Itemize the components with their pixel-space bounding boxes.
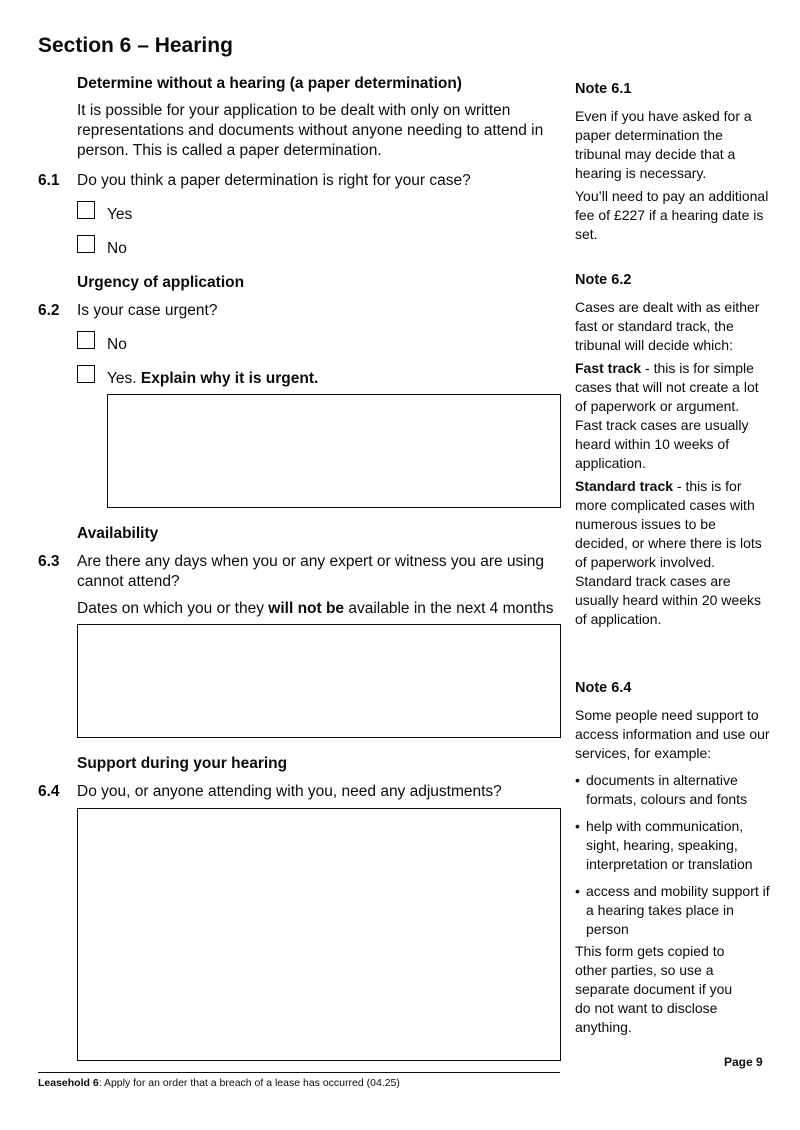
note-6-2-standard-track	[575, 477, 770, 629]
urgent-no-label: No	[107, 336, 127, 353]
note-6-2-title: Note 6.2	[575, 272, 632, 288]
standard-track-label: Standard track	[575, 478, 674, 494]
question-6-2-text: Is your case urgent?	[77, 302, 218, 319]
note-6-4-para-2: This form gets copied to other parties, so use a separate document if you do not want to disclose anything.	[575, 943, 733, 1035]
form-code: Leasehold 6	[38, 1077, 99, 1089]
bullet-text: help with communication, sight, hearing, speaking, interpretation or translation	[586, 818, 753, 872]
question-6-4-text: Do you, or anyone attending with you, need any adjustments?	[77, 783, 502, 800]
note-6-1-para-1: Even if you have asked for a paper determination the tribunal may decide that a hearing is necessary.	[575, 108, 752, 181]
note-6-2-para-1: Cases are dealt with as either fast or standard track, the tribunal will decide which:	[575, 299, 760, 353]
adjustments-field[interactable]	[77, 808, 561, 1061]
paper-yes-checkbox[interactable]	[77, 201, 95, 219]
note-6-4-bullet	[575, 882, 770, 939]
urgent-no-checkbox[interactable]	[77, 331, 95, 349]
fast-track-label: Fast track	[575, 360, 642, 376]
footer-divider	[38, 1072, 560, 1073]
note-6-1-para-2: You’ll need to pay an additional fee of £227 if a hearing date is set.	[575, 188, 769, 242]
urgency-heading: Urgency of application	[77, 274, 245, 291]
section-title: Section 6 – Hearing	[38, 34, 233, 57]
standard-track-text: - this is for more complicated cases with numerous issues to be decided, or where there is lots of paperwork involved. Standard track cases are usually heard within 20 weeks of application.	[575, 478, 762, 627]
dates-text-post: available in the next 4 months	[344, 600, 554, 617]
note-6-1-title: Note 6.1	[575, 81, 632, 97]
dates-text-pre: Dates on which you or they	[77, 600, 269, 617]
bullet-text: documents in alternative formats, colours and fonts	[586, 772, 748, 807]
support-heading: Support during your hearing	[77, 755, 288, 772]
urgent-yes-text: Yes.	[107, 370, 137, 387]
question-6-1-text: Do you think a paper determination is right for your case?	[77, 172, 471, 189]
form-description: : Apply for an order that a breach of a lease has occurred (04.25)	[98, 1077, 400, 1089]
question-number-6-2: 6.2	[38, 302, 60, 319]
paper-yes-label: Yes	[107, 206, 133, 223]
page-number: Page 9	[724, 1055, 763, 1069]
note-6-4-para-1: Some people need support to access information and use our services, for example:	[575, 707, 770, 761]
urgent-yes-explain: Explain why it is urgent.	[140, 370, 319, 387]
urgency-explanation-field[interactable]	[107, 394, 561, 508]
paper-determination-heading: Determine without a hearing (a paper determination)	[77, 75, 462, 92]
urgent-yes-label	[107, 369, 318, 389]
note-6-4-bullet	[575, 771, 770, 809]
unavailable-dates-label	[77, 599, 567, 619]
question-number-6-3: 6.3	[38, 553, 60, 570]
note-6-2	[575, 271, 770, 633]
bullet-text: access and mobility support if a hearing takes place in person	[586, 883, 770, 937]
note-6-4	[575, 679, 770, 1041]
paper-determination-intro: It is possible for your application to be dealt with only on written representations and documents without anyone needing to attend in person. This is called a paper determination.	[77, 102, 544, 159]
urgent-yes-checkbox[interactable]	[77, 365, 95, 383]
note-6-2-fast-track	[575, 359, 770, 473]
form-footer	[38, 1077, 400, 1089]
bullet-dot-icon: •	[575, 818, 580, 834]
unavailable-dates-field[interactable]	[77, 624, 561, 738]
note-6-1	[575, 80, 770, 248]
bullet-dot-icon: •	[575, 883, 580, 899]
availability-heading: Availability	[77, 525, 159, 542]
fast-track-text: - this is for simple cases that will not create a lot of paperwork or argument. Fast track cases are usually heard within 10 weeks of application.	[575, 360, 759, 471]
dates-text-bold: will not be	[268, 600, 345, 617]
note-6-4-title: Note 6.4	[575, 680, 632, 696]
paper-no-checkbox[interactable]	[77, 235, 95, 253]
paper-no-label: No	[107, 240, 127, 257]
question-6-3-text: Are there any days when you or any expert or witness you are using cannot attend?	[77, 553, 544, 590]
question-number-6-1: 6.1	[38, 172, 60, 189]
note-6-4-bullet	[575, 817, 770, 874]
question-number-6-4: 6.4	[38, 783, 60, 800]
bullet-dot-icon: •	[575, 772, 580, 788]
